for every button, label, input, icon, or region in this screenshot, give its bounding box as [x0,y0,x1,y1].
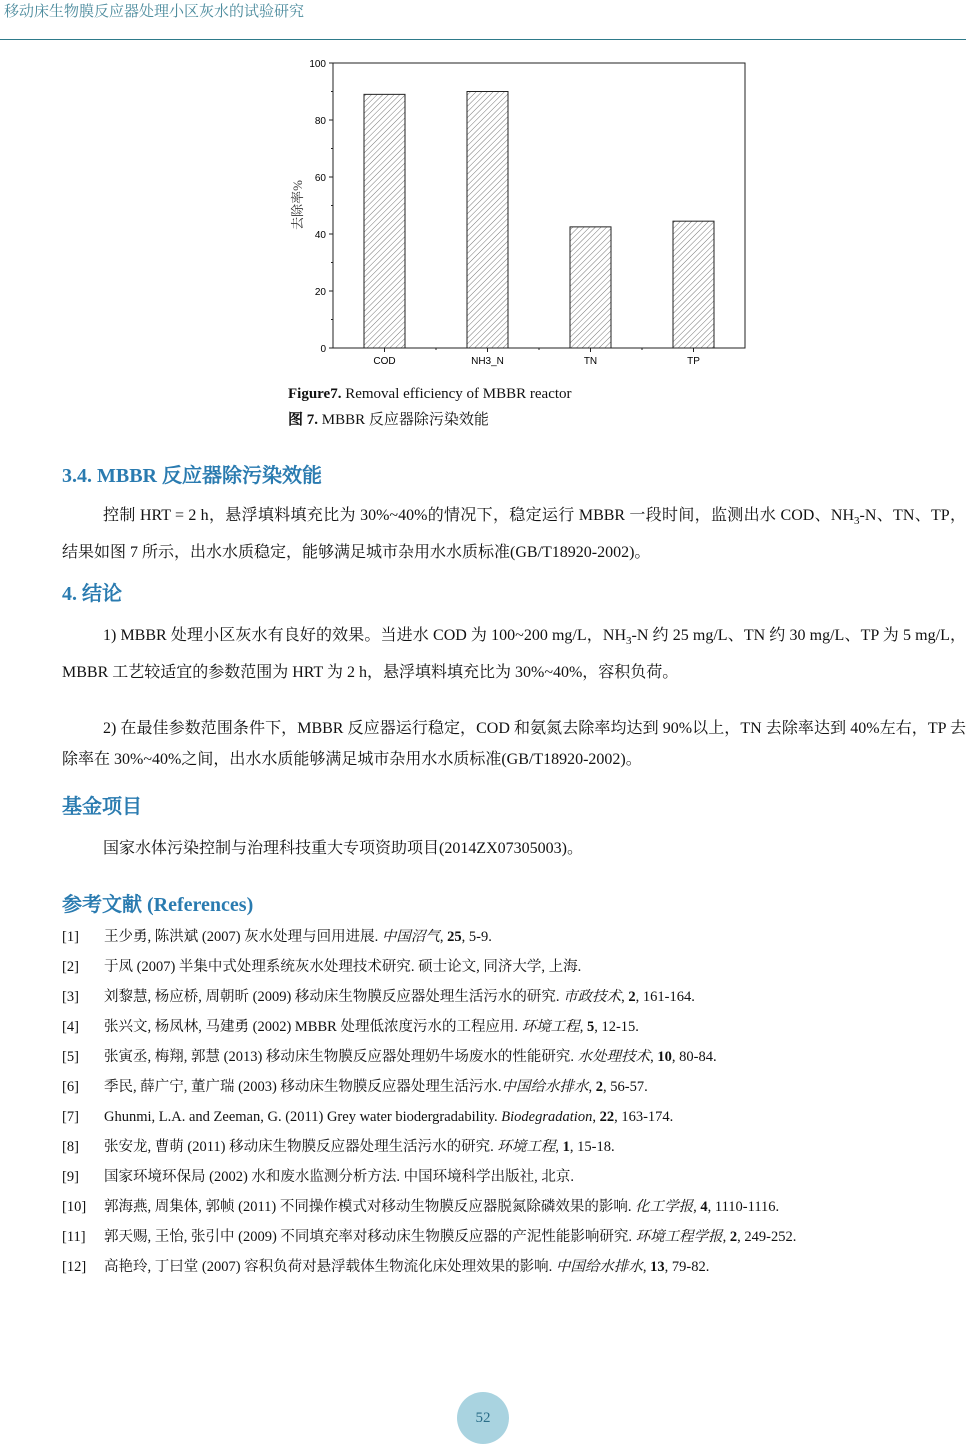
subscript: 3 [854,515,860,528]
reference-journal: 水处理技术 [577,1049,651,1065]
reference-volume: 5 [586,1019,595,1035]
figure-caption-zh [288,408,489,429]
reference-volume: 25 [447,929,462,945]
reference-item [62,1168,966,1187]
reference-pages: , 163-174. [614,1109,674,1125]
reference-text: 刘黎慧, 杨应桥, 周朝昕 (2009) 移动床生物膜反应器处理生活污水的研究. 市政技术, 2, 161-164. [104,989,695,1005]
reference-pages: , 79-82. [664,1259,710,1275]
figure-caption-en [288,386,572,403]
reference-number: [7] [62,1109,79,1125]
reference-citation: 于凤 (2007) 半集中式处理系统灰水处理技术研究. 硕士论文, 同济大学, 上海. [104,959,582,975]
reference-item [62,1018,966,1037]
reference-volume: 22 [599,1109,615,1125]
x-tick-label: TP [687,356,700,367]
reference-number: [10] [62,1199,87,1215]
reference-item [62,1048,966,1067]
caption-label: Figure7. [288,386,342,402]
reference-number: [3] [62,989,79,1005]
reference-number: [11] [62,1229,86,1245]
reference-citation: 郭天赐, 王怡, 张引中 (2009) 不同填充率对移动床生物膜反应器的产泥性能影响研究. [104,1229,636,1245]
reference-text [104,1168,966,1187]
text: 1) MBBR 处理小区灰水有良好的效果。当进水 COD 为 100~200 mg/L，NH [103,627,626,644]
text: -N、TN、TP，结果如图 7 所示，出水水质稳定，能够满足城市杂用水水质标准(GB/T18920-2002)。 [62,507,966,562]
reference-citation: 张安龙, 曹萌 (2011) 移动床生物膜反应器处理生活污水的研究. [104,1139,498,1155]
reference-text: 张寅丞, 梅翔, 郭慧 (2013) 移动床生物膜反应器处理奶牛场废水的性能研究. 水处理技术, 10, 80-84. [104,1049,717,1065]
reference-citation: 国家环境环保局 (2002) 水和废水监测分析方法. 中国环境科学出版社, 北京. [104,1169,575,1185]
text: -N 约 25 mg/L、TN 约 30 mg/L、TP 为 5 mg/L，MBBR 工艺较适宜的参数范围为 HRT 为 2 h，悬浮填料填充比为 30%~40%，容积负荷。 [62,627,966,682]
page-number: 52 [457,1392,509,1444]
reference-number: [9] [62,1169,79,1185]
header-rule [0,39,966,40]
reference-journal: 化工学报 [635,1199,694,1215]
reference-journal: 市政技术 [563,989,622,1005]
reference-citation: 刘黎慧, 杨应桥, 周朝昕 (2009) 移动床生物膜反应器处理生活污水的研究. [104,989,564,1005]
y-axis-label: 去除率% [290,180,305,230]
funding-text: 国家水体污染控制与治理科技重大专项资助项目(2014ZX07305003)。 [103,840,583,857]
reference-citation: 王少勇, 陈洪斌 (2007) 灰水处理与回用进展. [104,929,382,945]
reference-number: [2] [62,959,79,975]
reference-volume: 2 [729,1229,738,1245]
reference-citation: Ghunmi, L.A. and Zeeman, G. (2011) Grey water biodergradability. [104,1109,502,1125]
x-tick-label: COD [373,356,396,367]
text: 控制 HRT = 2 h，悬浮填料填充比为 30%~40%的情况下，稳定运行 MBBR 一段时间，监测出水 COD、NH [103,507,855,524]
reference-citation: 高艳玲, 丁曰堂 (2007) 容积负荷对悬浮载体生物流化床处理效果的影响. [104,1259,556,1275]
reference-text: 张安龙, 曹萌 (2011) 移动床生物膜反应器处理生活污水的研究. 环境工程, 1, 15-18. [104,1139,615,1155]
reference-volume: 2 [595,1079,604,1095]
conclusion-2: 2) 在最佳参数范围条件下，MBBR 反应器运行稳定，COD 和氨氮去除率均达到 90%以上，TN 去除率达到 40%左右，TP 去除率在 30%~40%之间，出水水质能够满足城市杂用水水质标准(GB/T18920-2002)。 [62,720,966,768]
y-tick-label: 60 [314,173,326,184]
x-tick-label: TN [583,356,598,367]
reference-text: Ghunmi, L.A. and Zeeman, G. (2011) Grey water biodergradability. Biodegradation, 22, 163-174. [104,1109,674,1125]
reference-text: 郭天赐, 王怡, 张引中 (2009) 不同填充率对移动床生物膜反应器的产泥性能影响研究. 环境工程学报, 2, 249-252. [104,1229,797,1245]
reference-volume: 10 [657,1049,672,1065]
conclusion-1 [62,620,966,688]
reference-text [104,958,966,977]
running-title: 移动床生物膜反应器处理小区灰水的试验研究 [4,4,305,20]
reference-item [62,1198,966,1217]
reference-item [62,958,966,977]
reference-item [62,1138,966,1157]
reference-citation: 张寅丞, 梅翔, 郭慧 (2013) 移动床生物膜反应器处理奶牛场废水的性能研究. [104,1049,578,1065]
reference-number: [5] [62,1049,79,1065]
subscript: 3 [626,635,632,648]
reference-citation: 季民, 薛广宁, 董广瑞 (2003) 移动床生物膜反应器处理生活污水. [104,1079,502,1095]
references-heading: 参考文献 (References) [62,894,254,916]
reference-journal: 环境工程学报 [635,1229,723,1245]
reference-pages: , 249-252. [737,1229,797,1245]
reference-number: [12] [62,1259,87,1275]
reference-citation: 郭海燕, 周集体, 郭帧 (2011) 不同操作模式对移动生物膜反应器脱氮除磷效果的影响. [104,1199,636,1215]
bar-cod [364,94,405,348]
y-tick-label: 100 [309,59,326,70]
reference-pages: , 12-15. [594,1019,639,1035]
reference-journal: 中国给水排水 [501,1079,589,1095]
x-tick-label: NH3_N [471,356,504,367]
removal-efficiency-bar-chart [280,50,750,380]
reference-item [62,1258,966,1277]
reference-journal: 环境工程 [497,1139,556,1155]
y-tick-label: 0 [320,344,326,355]
caption-label: 图 7. [288,412,319,428]
reference-pages: , 56-57. [603,1079,648,1095]
reference-text: 张兴文, 杨凤林, 马建勇 (2002) MBBR 处理低浓度污水的工程应用. 环境工程, 5, 12-15. [104,1019,639,1035]
reference-item [62,1078,966,1097]
y-tick-label: 80 [314,116,326,127]
reference-volume: 2 [628,989,636,1005]
reference-item [62,1108,966,1127]
reference-journal: 中国沼气 [381,929,440,945]
reference-volume: 13 [650,1259,665,1275]
reference-list [62,928,966,1288]
reference-journal: 中国给水排水 [555,1259,643,1275]
reference-journal: 环境工程 [521,1019,580,1035]
reference-volume: 4 [700,1199,708,1215]
reference-item [62,928,966,947]
caption-text: MBBR 反应器除污染效能 [318,412,489,428]
reference-number: [8] [62,1139,79,1155]
reference-citation: 张兴文, 杨凤林, 马建勇 (2002) MBBR 处理低浓度污水的工程应用. [104,1019,522,1035]
caption-text: Removal efficiency of MBBR reactor [341,386,572,402]
reference-pages: , 1110-1116. [707,1199,780,1215]
y-tick-label: 40 [314,230,326,241]
bar-tp [673,221,714,348]
paragraph-results [62,500,966,568]
reference-pages: , 161-164. [635,989,695,1005]
reference-pages: , 80-84. [671,1049,717,1065]
bar-tn [570,227,611,348]
section-heading-3-4: 3.4. MBBR 反应器除污染效能 [62,465,322,487]
reference-number: [6] [62,1079,79,1095]
reference-pages: , 15-18. [569,1139,615,1155]
reference-text: 王少勇, 陈洪斌 (2007) 灰水处理与回用进展. 中国沼气, 25, 5-9. [104,929,492,945]
reference-pages: , 5-9. [461,929,492,945]
reference-text: 郭海燕, 周集体, 郭帧 (2011) 不同操作模式对移动生物膜反应器脱氮除磷效果的影响. 化工学报, 4, 1110-1116. [104,1199,780,1215]
reference-number: [1] [62,929,79,945]
reference-item [62,1228,966,1247]
reference-text: 高艳玲, 丁曰堂 (2007) 容积负荷对悬浮载体生物流化床处理效果的影响. 中国给水排水, 13, 79-82. [104,1259,710,1275]
section-heading-4: 4. 结论 [62,583,122,605]
reference-item [62,988,966,1007]
reference-number: [4] [62,1019,79,1035]
reference-volume: 1 [562,1139,570,1155]
bar-nh3_n [467,92,508,349]
reference-journal: Biodegradation [501,1109,593,1125]
funding-heading: 基金项目 [62,796,142,818]
reference-text: 季民, 薛广宁, 董广瑞 (2003) 移动床生物膜反应器处理生活污水.中国给水排水, 2, 56-57. [104,1079,648,1095]
y-tick-label: 20 [314,287,326,298]
